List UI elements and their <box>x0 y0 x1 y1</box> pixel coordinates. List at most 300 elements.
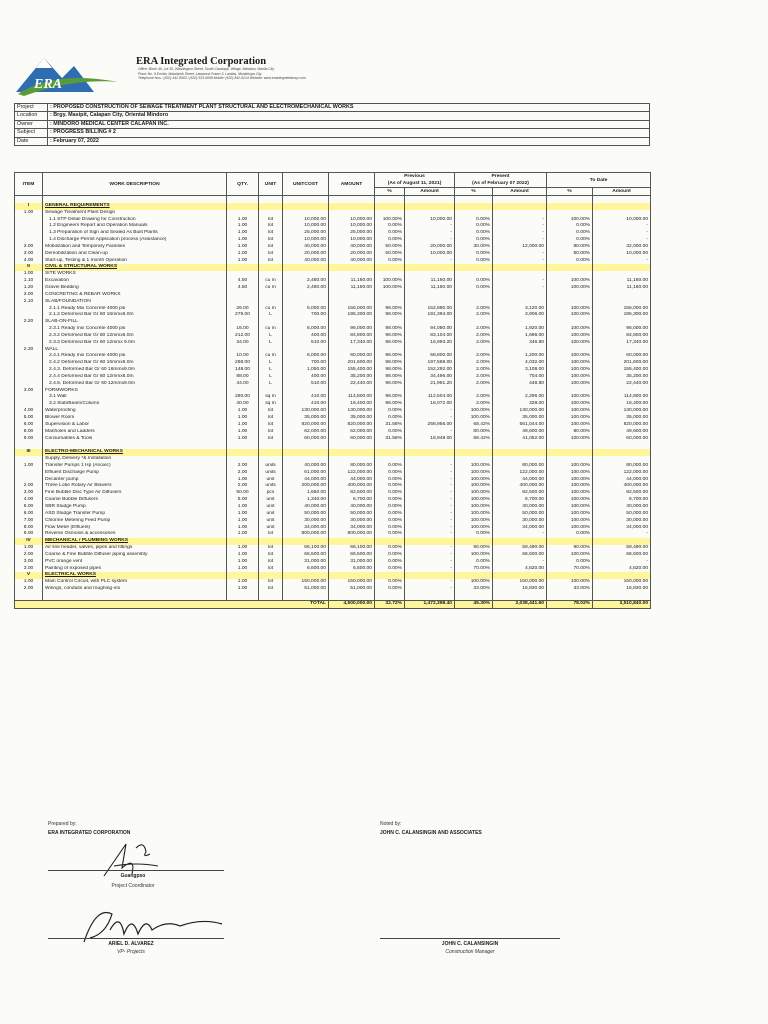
unitcost-cell: 6,000.00 <box>283 353 329 360</box>
todate-pct-cell: 100.00% <box>547 470 593 477</box>
todate-pct-cell: 0.00% <box>547 258 593 265</box>
present-pct-cell <box>455 319 493 326</box>
unit-cell: L <box>259 367 283 374</box>
item-cell: III <box>15 449 43 456</box>
present-pct-cell: 100.00% <box>455 415 493 422</box>
present-amount-cell: 122,000.00 <box>493 470 547 477</box>
previous-pct-cell: 0.00% <box>375 511 405 518</box>
previous-amount-cell: 34,496.00 <box>405 374 455 381</box>
item-cell: 3.00 <box>15 566 43 573</box>
todate-amount-cell: 195,300.00 <box>593 312 651 319</box>
table-row <box>15 511 651 518</box>
qty-cell: 1.00 <box>227 477 259 484</box>
amount-cell: 130,000.00 <box>329 408 375 415</box>
qty-cell: 2.00 <box>227 463 259 470</box>
amount-cell: 800,000.00 <box>329 531 375 538</box>
previous-amount-cell: - <box>405 463 455 470</box>
present-amount-cell <box>493 299 547 306</box>
todate-amount-cell <box>593 347 651 354</box>
item-cell <box>15 223 43 230</box>
qty-cell: 1.00 <box>227 559 259 566</box>
todate-pct-cell <box>547 299 593 306</box>
todate-amount-cell: 4,620.00 <box>593 566 651 573</box>
total-amount: 4,500,000.00 <box>329 600 375 608</box>
item-cell: 4.00 <box>15 497 43 504</box>
previous-amount-cell <box>405 203 455 210</box>
table-row <box>15 531 651 538</box>
table-row <box>15 586 651 593</box>
previous-pct-cell: 98.00% <box>375 333 405 340</box>
unit-cell: lot <box>259 237 283 244</box>
qty-cell <box>227 538 259 545</box>
info-row-date <box>15 137 650 145</box>
qty-cell: 1.00 <box>227 244 259 251</box>
unitcost-cell: 6,000.00 <box>283 306 329 313</box>
present-pct-cell: 90.00% <box>455 545 493 552</box>
present-pct-cell: 100.00% <box>455 463 493 470</box>
table-row <box>15 223 651 230</box>
todate-pct-cell <box>547 264 593 271</box>
amount-cell: 35,000.00 <box>329 415 375 422</box>
amount-cell: 155,400.00 <box>329 367 375 374</box>
item-cell <box>15 401 43 408</box>
previous-pct-cell <box>375 449 405 456</box>
unitcost-cell: 820,000.00 <box>283 422 329 429</box>
todate-amount-cell: 59,490.00 <box>593 545 651 552</box>
item-cell <box>15 381 43 388</box>
qty-cell: 1.00 <box>227 258 259 265</box>
present-amount-cell <box>493 264 547 271</box>
unitcost-cell <box>283 196 329 203</box>
table-row <box>15 299 651 306</box>
previous-amount-cell <box>405 388 455 395</box>
previous-pct-cell: 98.00% <box>375 326 405 333</box>
todate-pct-cell: 100.00% <box>547 374 593 381</box>
unit-cell: lot <box>259 552 283 559</box>
section-row <box>15 449 651 456</box>
previous-pct-cell: 50.00% <box>375 251 405 258</box>
amount-cell <box>329 347 375 354</box>
previous-amount-cell <box>405 456 455 463</box>
unitcost-cell: 44,000.00 <box>283 477 329 484</box>
present-pct-cell <box>455 456 493 463</box>
present-amount-cell: 4,620.00 <box>493 566 547 573</box>
previous-amount-cell: - <box>405 490 455 497</box>
present-amount-cell: 1,920.00 <box>493 326 547 333</box>
item-cell <box>15 333 43 340</box>
table-row <box>15 525 651 532</box>
unitcost-cell: 2,480.00 <box>283 278 329 285</box>
present-amount-cell: 3,108.00 <box>493 367 547 374</box>
unit-cell: units <box>259 483 283 490</box>
present-amount-cell: 150,000.00 <box>493 579 547 586</box>
table-row <box>15 326 651 333</box>
previous-pct-cell: 98.00% <box>375 401 405 408</box>
table-row <box>15 217 651 224</box>
item-cell: 2.10 <box>15 299 43 306</box>
info-value: : PROPOSED CONSTRUCTION OF SEWAGE TREATMENT PLANT STRUCTURAL AND ELECTROMECHANICAL WORKS <box>48 104 650 112</box>
description-cell: Coarse & Fine Bubble Diffuser piping assembly <box>43 552 227 559</box>
qty-cell <box>227 203 259 210</box>
qty-cell: 1.00 <box>227 237 259 244</box>
present-pct-cell: 0.00% <box>455 258 493 265</box>
vp-signature-line <box>48 938 224 939</box>
todate-pct-cell: 100.00% <box>547 579 593 586</box>
amount-cell: 11,160.00 <box>329 285 375 292</box>
unitcost-cell: 66,100.00 <box>283 545 329 552</box>
qty-cell: 1.00 <box>227 251 259 258</box>
previous-amount-cell: - <box>405 483 455 490</box>
prepared-by-label: Prepared by: <box>48 821 77 827</box>
qty-cell: 1.00 <box>227 415 259 422</box>
todate-amount-cell: 155,400.00 <box>593 367 651 374</box>
previous-pct-cell: 0.00% <box>375 552 405 559</box>
table-row <box>15 463 651 470</box>
todate-amount-cell: 150,000.00 <box>593 579 651 586</box>
unit-cell: cu m <box>259 278 283 285</box>
present-pct-cell: 2.00% <box>455 360 493 367</box>
previous-pct-cell <box>375 319 405 326</box>
present-amount-cell: - <box>493 251 547 258</box>
prepared-by-company: ERA INTEGRATED CORPORATION <box>48 830 131 836</box>
col-previous-amount: Amount <box>405 188 455 196</box>
present-pct-cell: 30.00% <box>455 244 493 251</box>
present-amount-cell: 704.00 <box>493 374 547 381</box>
item-cell: 1.00 <box>15 271 43 278</box>
description-cell: 2.4.2 Deformed Bar Gr 60 16mmx6.0m <box>43 360 227 367</box>
present-pct-cell: 2.00% <box>455 381 493 388</box>
todate-amount-cell <box>593 449 651 456</box>
qty-cell <box>227 210 259 217</box>
present-amount-cell: 82,500.00 <box>493 490 547 497</box>
unit-cell: lot <box>259 230 283 237</box>
info-row-location <box>15 112 650 120</box>
total-present-amount: 2,038,441.60 <box>493 600 547 608</box>
present-pct-cell: 68.42% <box>455 436 493 443</box>
table-row <box>15 340 651 347</box>
todate-pct-cell: 0.00% <box>547 559 593 566</box>
unit-cell <box>259 203 283 210</box>
unit-cell: sq m <box>259 401 283 408</box>
unit-cell <box>259 449 283 456</box>
table-row <box>15 566 651 573</box>
present-amount-cell: - <box>493 285 547 292</box>
table-row <box>15 237 651 244</box>
previous-amount-cell: 152,292.00 <box>405 367 455 374</box>
description-cell: CONCRETING & REBAR WORKS <box>43 292 227 299</box>
todate-pct-cell <box>547 210 593 217</box>
present-pct-cell <box>455 203 493 210</box>
todate-pct-cell <box>547 196 593 203</box>
present-amount-cell <box>493 456 547 463</box>
present-pct-cell: 100.00% <box>455 518 493 525</box>
description-cell: WALL <box>43 347 227 354</box>
unitcost-cell: 30,000.00 <box>283 518 329 525</box>
qty-cell: 1.00 <box>227 230 259 237</box>
previous-pct-cell: 98.00% <box>375 381 405 388</box>
previous-amount-cell: - <box>405 415 455 422</box>
todate-amount-cell: 84,800.00 <box>593 333 651 340</box>
todate-amount-cell <box>593 203 651 210</box>
previous-amount-cell: 16,072.00 <box>405 401 455 408</box>
previous-amount-cell: - <box>405 470 455 477</box>
present-pct-cell: 0.00% <box>455 217 493 224</box>
previous-amount-cell: 197,568.00 <box>405 360 455 367</box>
unit-cell: cu m <box>259 326 283 333</box>
unit-cell: unit <box>259 504 283 511</box>
qty-cell: 1.00 <box>227 525 259 532</box>
item-cell: 8.00 <box>15 429 43 436</box>
qty-cell: 34.00 <box>227 340 259 347</box>
qty-cell: 50.00 <box>227 490 259 497</box>
address-line: Plant: No. 9 Ermita, Matahimik Street, Lalaworst Frawn 3, Lanitas, Montinlupa City <box>138 71 262 76</box>
vp-block <box>96 941 166 955</box>
unit-cell <box>259 456 283 463</box>
description-cell: CIVIL & STRUCTURAL WORKS <box>43 264 227 271</box>
item-cell: 5.00 <box>15 504 43 511</box>
unit-cell: lot <box>259 566 283 573</box>
present-pct-cell: 100.00% <box>455 579 493 586</box>
qty-cell: 212.00 <box>227 333 259 340</box>
present-amount-cell: 3,906.00 <box>493 312 547 319</box>
present-pct-cell: 0.00% <box>455 559 493 566</box>
todate-amount-cell: 400,000.00 <box>593 483 651 490</box>
todate-amount-cell: - <box>593 258 651 265</box>
unitcost-cell <box>283 203 329 210</box>
present-amount-cell: 1,200.00 <box>493 353 547 360</box>
description-cell: Consumables & Tools <box>43 436 227 443</box>
coordinator-title: Project Coordinator <box>111 883 155 889</box>
previous-amount-cell <box>405 347 455 354</box>
amount-cell: 25,000.00 <box>329 230 375 237</box>
table-row <box>15 415 651 422</box>
description-cell: 1.2 Engineers Report and Operation Manuals <box>43 223 227 230</box>
unit-cell: lot <box>259 223 283 230</box>
present-amount-cell: 346.80 <box>493 340 547 347</box>
todate-amount-cell: 80,000.00 <box>593 463 651 470</box>
item-cell: 3.00 <box>15 251 43 258</box>
item-cell: II <box>15 264 43 271</box>
previous-pct-cell <box>375 299 405 306</box>
todate-pct-cell: 100.00% <box>547 518 593 525</box>
previous-amount-cell: 112,504.00 <box>405 394 455 401</box>
todate-amount-cell <box>593 572 651 579</box>
description-cell: Air line header, valves, pipes and fittings <box>43 545 227 552</box>
todate-amount-cell: 60,000.00 <box>593 353 651 360</box>
item-cell: IV <box>15 538 43 545</box>
present-amount-cell <box>493 572 547 579</box>
todate-pct-cell: 100.00% <box>547 367 593 374</box>
unit-cell: L <box>259 333 283 340</box>
unit-cell: lot <box>259 531 283 538</box>
present-amount-cell: - <box>493 223 547 230</box>
table-row <box>15 258 651 265</box>
present-pct-cell: 0.00% <box>455 223 493 230</box>
present-pct-cell <box>455 538 493 545</box>
todate-amount-cell: 820,000.00 <box>593 422 651 429</box>
description-cell: 2.3.3 Deformed Bar Gr 60 12mmx 9.0m <box>43 340 227 347</box>
amount-cell <box>329 593 375 600</box>
col-todate-pct: % <box>547 188 593 196</box>
previous-amount-cell: 58,800.00 <box>405 353 455 360</box>
manager-title: Construction Manager <box>445 949 495 955</box>
item-cell: 3.00 <box>15 388 43 395</box>
unitcost-cell: 66,500.00 <box>283 552 329 559</box>
todate-pct-cell: 100.00% <box>547 504 593 511</box>
blank-row <box>15 196 651 203</box>
section-row <box>15 538 651 545</box>
present-pct-cell: 2.00% <box>455 306 493 313</box>
item-cell: 1.00 <box>15 545 43 552</box>
amount-cell <box>329 196 375 203</box>
unitcost-cell: 200,000.00 <box>283 483 329 490</box>
table-row <box>15 394 651 401</box>
previous-pct-cell <box>375 264 405 271</box>
amount-cell: 10,000.00 <box>329 217 375 224</box>
amount-cell <box>329 292 375 299</box>
todate-amount-cell: 34,000.00 <box>593 525 651 532</box>
previous-amount-cell: - <box>405 566 455 573</box>
todate-amount-cell: 10,000.00 <box>593 217 651 224</box>
previous-pct-cell: 0.00% <box>375 223 405 230</box>
description-cell: Supervision & Labor <box>43 422 227 429</box>
item-cell <box>15 230 43 237</box>
coordinator-name: Guangpso <box>120 873 146 879</box>
amount-cell: 6,700.00 <box>329 497 375 504</box>
table-row <box>15 306 651 313</box>
todate-pct-cell: 100.00% <box>547 490 593 497</box>
unitcost-cell: 40,000.00 <box>283 258 329 265</box>
amount-cell: 84,800.00 <box>329 333 375 340</box>
present-pct-cell: 70.00% <box>455 566 493 573</box>
amount-cell: 80,000.00 <box>329 463 375 470</box>
previous-amount-cell: - <box>405 230 455 237</box>
qty-cell: 1.00 <box>227 518 259 525</box>
todate-pct-cell: 100.00% <box>547 326 593 333</box>
previous-pct-cell: 98.00% <box>375 394 405 401</box>
amount-cell <box>329 210 375 217</box>
previous-pct-cell <box>375 593 405 600</box>
col-unit: UNIT <box>259 173 283 196</box>
todate-amount-cell: 35,200.00 <box>593 374 651 381</box>
present-amount-cell: 59,490.00 <box>493 545 547 552</box>
item-cell: 6.00 <box>15 511 43 518</box>
description-cell: 3.1 Wall <box>43 394 227 401</box>
qty-cell: 1.00 <box>227 429 259 436</box>
present-amount-cell: 34,000.00 <box>493 525 547 532</box>
present-pct-cell: 2.00% <box>455 340 493 347</box>
description-cell: SLAB-ON-FILL <box>43 319 227 326</box>
present-amount-cell: 44,000.00 <box>493 477 547 484</box>
present-amount-cell: 4,032.00 <box>493 360 547 367</box>
unitcost-cell: 6,000.00 <box>283 326 329 333</box>
unitcost-cell: 10,000.00 <box>283 237 329 244</box>
qty-cell <box>227 271 259 278</box>
unitcost-cell: 1,650.00 <box>283 490 329 497</box>
table-row <box>15 319 651 326</box>
amount-cell: 195,300.00 <box>329 312 375 319</box>
qty-cell: 40.00 <box>227 401 259 408</box>
todate-pct-cell <box>547 593 593 600</box>
previous-pct-cell: 0.00% <box>375 415 405 422</box>
qty-cell: 10.00 <box>227 353 259 360</box>
unitcost-cell: 410.00 <box>283 401 329 408</box>
amount-cell <box>329 319 375 326</box>
todate-pct-cell <box>547 319 593 326</box>
amount-cell: 60,000.00 <box>329 436 375 443</box>
total-present-pct: 45.30% <box>455 600 493 608</box>
previous-pct-cell: 0.00% <box>375 477 405 484</box>
unitcost-cell: 51,000.00 <box>283 586 329 593</box>
qty-cell <box>227 449 259 456</box>
description-cell: 2.1.1 Ready Mix Concrete 4000 psi <box>43 306 227 313</box>
unitcost-cell: 150,000.00 <box>283 579 329 586</box>
unitcost-cell: 34,000.00 <box>283 525 329 532</box>
present-amount-cell: 66,500.00 <box>493 552 547 559</box>
unit-cell: units <box>259 463 283 470</box>
col-previous-date: (As of August 11, 2021) <box>375 180 455 188</box>
present-pct-cell: 0.00% <box>455 278 493 285</box>
present-pct-cell <box>455 210 493 217</box>
amount-cell: 31,000.00 <box>329 559 375 566</box>
table-row <box>15 483 651 490</box>
todate-amount-cell: - <box>593 559 651 566</box>
present-amount-cell: 400,000.00 <box>493 483 547 490</box>
qty-cell: 1.00 <box>227 408 259 415</box>
item-cell: 2.20 <box>15 319 43 326</box>
qty-cell: 1.00 <box>227 217 259 224</box>
unitcost-cell: 61,000.00 <box>283 470 329 477</box>
amount-cell: 40,000.00 <box>329 244 375 251</box>
todate-pct-cell: 100.00% <box>547 552 593 559</box>
todate-amount-cell: 50,000.00 <box>593 511 651 518</box>
present-pct-cell: 100.00% <box>455 408 493 415</box>
qty-cell <box>227 593 259 600</box>
todate-amount-cell: 17,340.00 <box>593 340 651 347</box>
todate-pct-cell: 100.00% <box>547 333 593 340</box>
company-address <box>138 67 306 81</box>
item-cell <box>15 312 43 319</box>
description-cell: Sewage Treatment Plant Design <box>43 210 227 217</box>
todate-pct-cell: 70.00% <box>547 566 593 573</box>
blank-row <box>15 442 651 449</box>
present-pct-cell: 0.00% <box>455 531 493 538</box>
table-row <box>15 545 651 552</box>
unitcost-cell <box>283 449 329 456</box>
previous-pct-cell <box>375 292 405 299</box>
unitcost-cell: 2,480.00 <box>283 285 329 292</box>
previous-amount-cell: - <box>405 237 455 244</box>
unitcost-cell <box>283 319 329 326</box>
unitcost-cell <box>283 292 329 299</box>
present-amount-cell: - <box>493 237 547 244</box>
amount-cell: 10,000.00 <box>329 223 375 230</box>
qty-cell: 288.00 <box>227 360 259 367</box>
present-amount-cell: - <box>493 258 547 265</box>
description-cell: ELECTRO-MECHANICAL WORKS <box>43 449 227 456</box>
qty-cell: 44.00 <box>227 381 259 388</box>
unit-cell: lot <box>259 408 283 415</box>
previous-pct-cell: 98.00% <box>375 367 405 374</box>
previous-amount-cell: - <box>405 545 455 552</box>
table-row <box>15 388 651 395</box>
noted-by-label: Noted by: <box>380 821 402 827</box>
description-cell: Supply, Delivery *& Installation <box>43 456 227 463</box>
unitcost-cell <box>283 593 329 600</box>
previous-pct-cell: 0.00% <box>375 579 405 586</box>
previous-amount-cell: - <box>405 525 455 532</box>
unitcost-cell: 31,000.00 <box>283 559 329 566</box>
